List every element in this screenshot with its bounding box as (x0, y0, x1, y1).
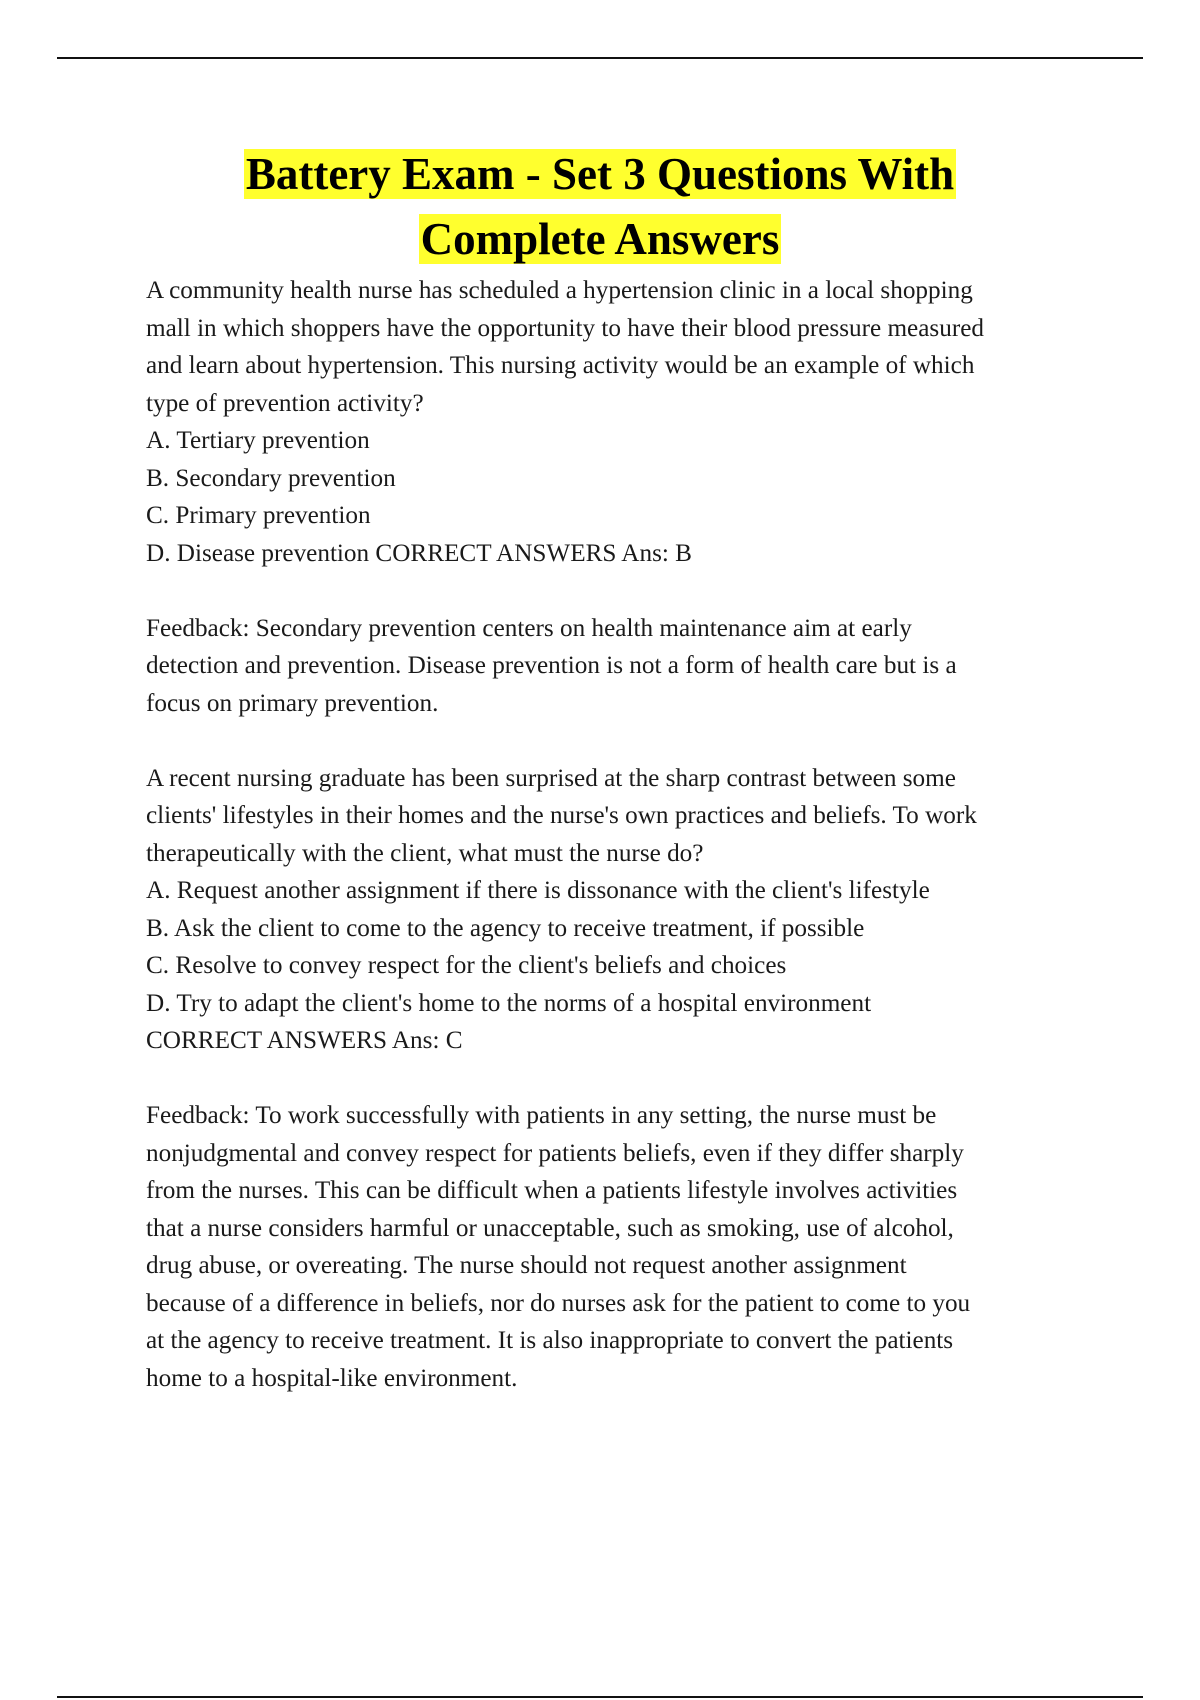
title-line-2: Complete Answers (420, 214, 780, 264)
question-1-feedback (146, 610, 1106, 723)
question-2-stem (146, 760, 1106, 873)
feedback-line: nonjudgmental and convey respect for patients beliefs, even if they differ sharply (146, 1139, 964, 1167)
feedback-line: that a nurse considers harmful or unacceptable, such as smoking, use of alcohol, (146, 1214, 954, 1242)
bottom-rule (57, 1696, 1143, 1698)
stem-line: A recent nursing graduate has been surprised at the sharp contrast between some (146, 764, 956, 792)
stem-line: and learn about hypertension. This nursing activity would be an example of which (146, 352, 975, 379)
option-b: B. Secondary prevention (146, 464, 396, 492)
feedback-line: Feedback: Secondary prevention centers on health maintenance aim at early (146, 614, 912, 642)
question-2 (146, 760, 1106, 1398)
option-b: B. Ask the client to come to the agency to receive treatment, if possible (146, 914, 865, 942)
feedback-line: because of a difference in beliefs, nor do nurses ask for the patient to come to you (146, 1289, 971, 1317)
top-rule (57, 57, 1143, 59)
feedback-line: drug abuse, or overeating. The nurse should not request another assignment (146, 1252, 907, 1279)
stem-line: mall in which shoppers have the opportunity to have their blood pressure measured (146, 314, 984, 342)
question-1 (146, 272, 1106, 722)
title-line-1: Battery Exam - Set 3 Questions With (245, 149, 955, 199)
question-2-feedback (146, 1097, 1106, 1397)
option-c: C. Resolve to convey respect for the client's beliefs and choices (146, 952, 787, 979)
feedback-line: at the agency to receive treatment. It is also inappropriate to convert the patients (146, 1327, 954, 1354)
option-d: D. Try to adapt the client's home to the norms of a hospital environment (146, 989, 872, 1017)
question-1-stem (146, 272, 1106, 422)
option-c: C. Primary prevention (146, 502, 371, 529)
option-a: A. Tertiary prevention (146, 427, 370, 454)
option-a: A. Request another assignment if there is dissonance with the client's lifestyle (146, 877, 930, 904)
feedback-line: Feedback: To work successfully with patients in any setting, the nurse must be (146, 1102, 937, 1129)
correct-answer: CORRECT ANSWERS Ans: C (146, 1027, 463, 1054)
document-title (0, 142, 1200, 272)
spacer (146, 1060, 1106, 1098)
feedback-line: home to a hospital-like environment. (146, 1364, 518, 1392)
option-d-with-answer: D. Disease prevention CORRECT ANSWERS Ans: B (146, 539, 692, 567)
feedback-line: from the nurses. This can be difficult when a patients lifestyle involves activities (146, 1177, 958, 1204)
feedback-line: detection and prevention. Disease prevention is not a form of health care but is a (146, 652, 957, 679)
question-1-options (146, 422, 1106, 572)
spacer (146, 722, 1106, 760)
stem-line: therapeutically with the client, what must the nurse do? (146, 839, 704, 867)
stem-line: A community health nurse has scheduled a hypertension clinic in a local shopping (146, 277, 973, 304)
document-body (146, 272, 1106, 1397)
spacer (146, 572, 1106, 610)
stem-line: type of prevention activity? (146, 389, 424, 417)
stem-line: clients' lifestyles in their homes and the nurse's own practices and beliefs. To work (146, 802, 977, 829)
feedback-line: focus on primary prevention. (146, 689, 439, 717)
question-2-options (146, 872, 1106, 1060)
